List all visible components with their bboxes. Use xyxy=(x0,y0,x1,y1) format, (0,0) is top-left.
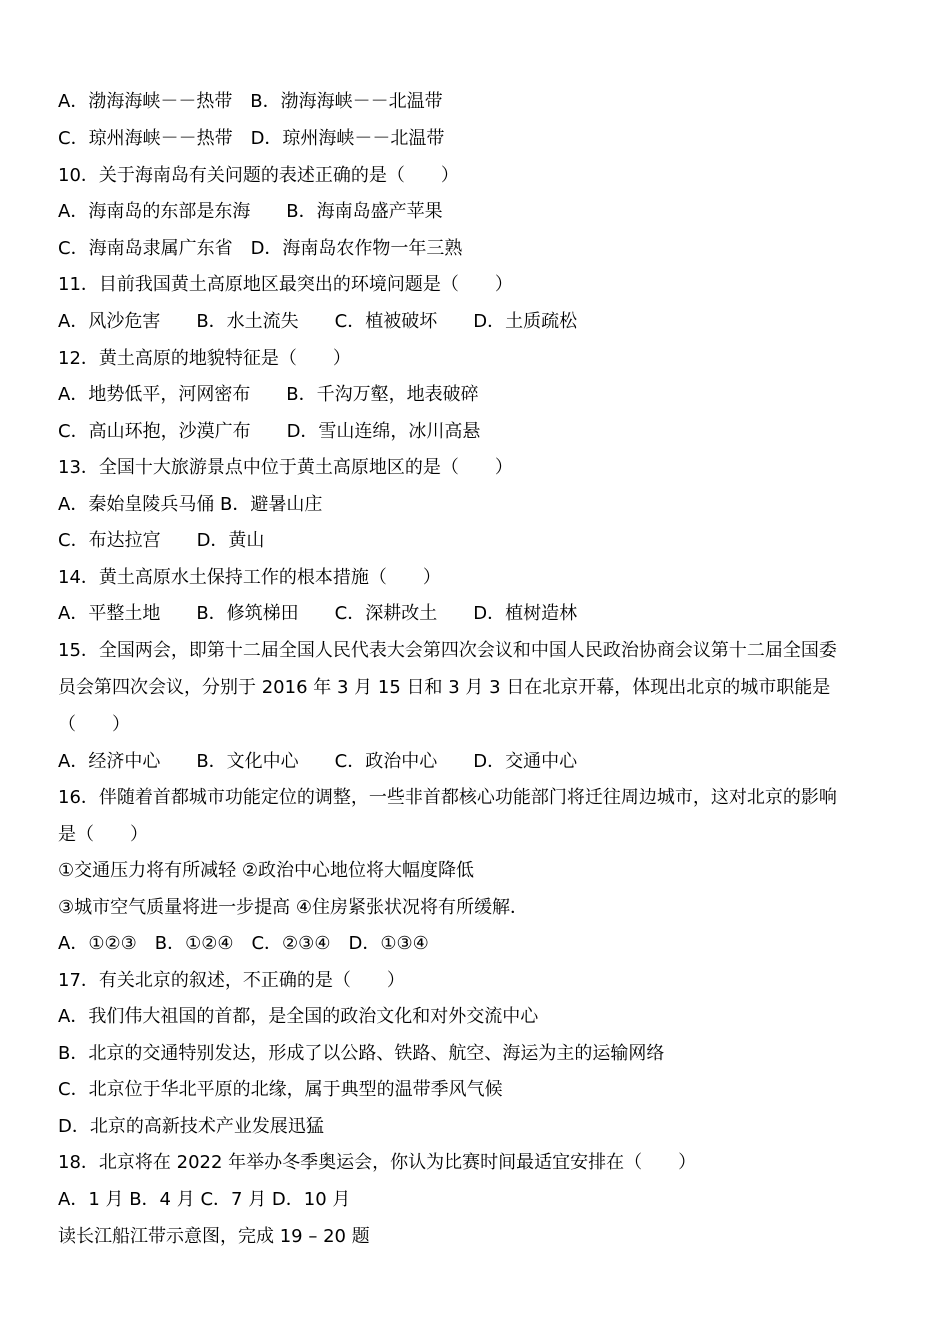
q15-stem-line3: （ ） xyxy=(58,714,130,735)
q10-stem: 10．关于海南岛有关问题的表述正确的是（ ） xyxy=(58,165,459,186)
q15-stem-line2: 员会第四次会议，分别于 2016 年 3 月 15 日和 3 月 3 日在北京开幕，体现出北京的城市职能是 xyxy=(58,677,831,698)
q18-stem: 18．北京将在 2022 年举办冬季奥运会，你认为比赛时间最适宜安排在（ ） xyxy=(58,1152,697,1173)
q10-options-ab: A．海南岛的东部是东海 B．海南岛盛产苹果 xyxy=(58,201,443,222)
q17-option-c: C．北京位于华北平原的北缘，属于典型的温带季风气候 xyxy=(58,1079,503,1100)
q14-options: A．平整土地 B．修筑梯田 C．深耕改土 D．植树造林 xyxy=(58,603,578,624)
q9-options-ab: A．渤海海峡－－热带 B．渤海海峡－－北温带 xyxy=(58,91,443,112)
q19-20-intro: 读长江船江带示意图，完成 19 – 20 题 xyxy=(58,1226,370,1247)
q16-stem-line2: 是（ ） xyxy=(58,824,148,845)
q12-stem: 12．黄土高原的地貌特征是（ ） xyxy=(58,348,351,369)
q14-stem: 14．黄土高原水土保持工作的根本措施（ ） xyxy=(58,567,441,588)
q9-options-cd: C．琼州海峡－－热带 D．琼州海峡－－北温带 xyxy=(58,128,445,149)
q16-statements-2: ③城市空气质量将进一步提高 ④住房紧张状况将有所缓解． xyxy=(58,897,528,918)
q12-options-ab: A．地势低平，河网密布 B．千沟万壑，地表破碎 xyxy=(58,384,479,405)
q13-stem: 13．全国十大旅游景点中位于黄土高原地区的是（ ） xyxy=(58,457,513,478)
q16-stem-line1: 16．伴随着首都城市功能定位的调整，一些非首都核心功能部门将迁往周边城市，这对北京的影响 xyxy=(58,787,837,808)
q16-statements-1: ①交通压力将有所减轻 ②政治中心地位将大幅度降低 xyxy=(58,860,474,881)
q17-option-a: A．我们伟大祖国的首都，是全国的政治文化和对外交流中心 xyxy=(58,1006,539,1027)
q17-stem: 17．有关北京的叙述，不正确的是（ ） xyxy=(58,970,405,991)
q17-option-d: D．北京的高新技术产业发展迅猛 xyxy=(58,1116,324,1137)
q15-options: A．经济中心 B．文化中心 C．政治中心 D．交通中心 xyxy=(58,751,578,772)
q11-stem: 11．目前我国黄土高原地区最突出的环境问题是（ ） xyxy=(58,274,513,295)
q18-options: A．1 月 B．4 月 C．7 月 D．10 月 xyxy=(58,1189,351,1210)
q15-stem-line1: 15．全国两会，即第十二届全国人民代表大会第四次会议和中国人民政治协商会议第十二届全国委 xyxy=(58,640,837,661)
q13-options-ab: A．秦始皇陵兵马俑 B．避暑山庄 xyxy=(58,494,323,515)
q10-options-cd: C．海南岛隶属广东省 D．海南岛农作物一年三熟 xyxy=(58,238,463,259)
q17-option-b: B．北京的交通特别发达，形成了以公路、铁路、航空、海运为主的运输网络 xyxy=(58,1043,665,1064)
q13-options-cd: C．布达拉宫 D．黄山 xyxy=(58,530,265,551)
q12-options-cd: C．高山环抱，沙漠广布 D．雪山连绵，冰川高悬 xyxy=(58,421,481,442)
q11-options: A．风沙危害 B．水土流失 C．植被破坏 D．土质疏松 xyxy=(58,311,578,332)
q16-options: A．①②③ B．①②④ C．②③④ D．①③④ xyxy=(58,933,429,954)
